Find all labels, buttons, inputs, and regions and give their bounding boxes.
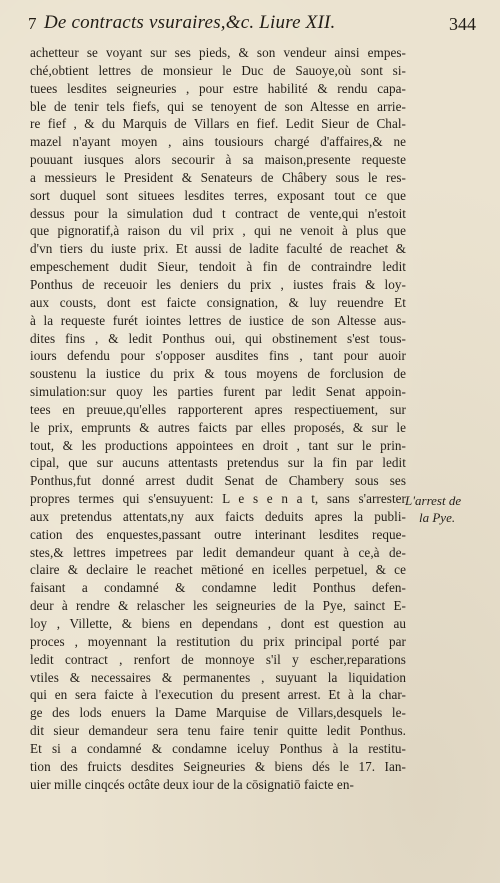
- text-line: proces , moyennant la restitution du prix principal porté par: [30, 633, 406, 649]
- text-line: aux pretendus attentats,ny aux faicts deduits apres la publi-: [30, 508, 406, 524]
- margin-note: [405, 492, 475, 526]
- page-header: [28, 12, 478, 38]
- text-line: tuees lesdites seigneuries , pour estre habilité & rendu capa-: [30, 80, 406, 96]
- text-line: claire & declaire le reachet mētioné en icelles perpetuel, & ce: [30, 562, 406, 578]
- text-line: mazel n'ayant moyen , ains tousiours chargé d'affaires,& ne: [30, 134, 406, 150]
- text-line: propres termes qui s'ensuyuent: L e s e n a t, sans s'arrester: [30, 491, 406, 507]
- text-line: achetteur se voyant sur ses pieds, & son vendeur ainsi empes-: [30, 45, 406, 60]
- folio-mark: 7: [28, 14, 37, 33]
- text-line: iours defendu pour s'opposer ausdites fins , tant pour auoir: [30, 348, 406, 364]
- body-text: [30, 44, 406, 793]
- text-line: qui en sera faicte à l'execution du present arrest. Et à la char-: [30, 687, 406, 703]
- text-line: tion des fruicts desdites Seigneuries & biens dés le 17. Ian-: [30, 758, 406, 774]
- text-line: que pignoratif,à raison du vil prix , qui ne venoit à plus que: [30, 223, 406, 239]
- text-line: stes,& lettres impetrees par ledit demandeur quant à ce,à de-: [30, 544, 406, 560]
- text-line: ledit contract , renfort de monnoye s'il y escher,reparations: [30, 651, 406, 667]
- text-line: dessus pour la simulation dud t contract de vente,qui n'estoit: [30, 205, 406, 221]
- text-line: le prix, emprunts & autres faicts par elles proposés, & sur le: [30, 419, 406, 435]
- text-line: faisant a condamné & condamne ledit Ponthus defen-: [30, 580, 406, 596]
- text-line: Et si a condamné & condamne iceluy Ponthus à la restitu-: [30, 740, 406, 756]
- text-line: soustenu la iustice du prix & tous moyens de forclusion de: [30, 366, 406, 382]
- text-line: sort duquel sont situees lesdites terres, exposant tout ce que: [30, 187, 406, 203]
- text-line: cipal, que sur aucuns attentasts pretendus sur la fin par ledit: [30, 455, 406, 471]
- text-line: tout, & les productions appointees en droit , tant sur le prin-: [30, 437, 406, 453]
- text-line: ble de tenir tels fiefs, qui se tenoyent de son Altesse en arrie-: [30, 98, 406, 114]
- text-line: simulation:sur quoy les parties furent par ledit Senat appoin-: [30, 384, 406, 400]
- text-line: tees en preuue,qu'elles rapporterent apres respectiuement, sur: [30, 401, 406, 417]
- text-line: ge des lods enuers la Dame Marquise de Villars,desquels le-: [30, 705, 406, 721]
- text-line: Ponthus de receuoir les deniers du prix , iustes frais & loy-: [30, 276, 406, 292]
- text-line: Ponthus,fut donné arrest dudit Senat de Chambery sous ses: [30, 473, 406, 489]
- text-line: re fief , & du Marquis de Villars en fief. Ledit Sieur de Chal-: [30, 116, 406, 132]
- text-line: vtiles & necessaires & permanentes , suyuant la liquidation: [30, 669, 406, 685]
- text-line: deur à rendre & relascher les seigneuries de la Pye, sainct E-: [30, 598, 406, 614]
- text-line: uier mille cinqcés octâte deux iour de la cōsignatiō faicte en-: [30, 776, 354, 792]
- text-line: empeschement dudit Sieur, tendoit à fin de contraindre ledit: [30, 259, 406, 275]
- margin-note-line: L'arrest de: [405, 493, 462, 508]
- text-line: dit sieur demandeur sera tenu faire tenir quitte ledit Ponthus.: [30, 723, 406, 739]
- text-line: d'vn tiers du iuste prix. Et aussi de ladite faculté de reachet &: [30, 241, 406, 257]
- running-title: De contracts vsuraires,&c. Liure XII.: [44, 12, 336, 33]
- text-line: ché,obtient lettres de monsieur le Duc de Sauoye,où sont si-: [30, 62, 406, 78]
- text-line: a messieurs le President & Senateurs de Châbery sous le res-: [30, 169, 406, 185]
- text-line: aux cousts, dont est faicte consignation, & luy reuendre Et: [30, 294, 406, 310]
- text-line: cation des enquestes,passant outre interinant lesdites reque-: [30, 526, 406, 542]
- text-line: pouuant iusques alors secourir à sa maison,presente requeste: [30, 152, 406, 168]
- text-line: dites fins , & ledit Ponthus oui, qui obstinement s'est tous-: [30, 330, 406, 346]
- text-line: à la requeste furét iointes lettres de iustice de son Altesse aus-: [30, 312, 406, 328]
- margin-note-line: la Pye.: [419, 510, 456, 525]
- text-line: loy , Villette, & biens en dependans , dont est question au: [30, 616, 406, 631]
- page-number: 344: [449, 14, 476, 34]
